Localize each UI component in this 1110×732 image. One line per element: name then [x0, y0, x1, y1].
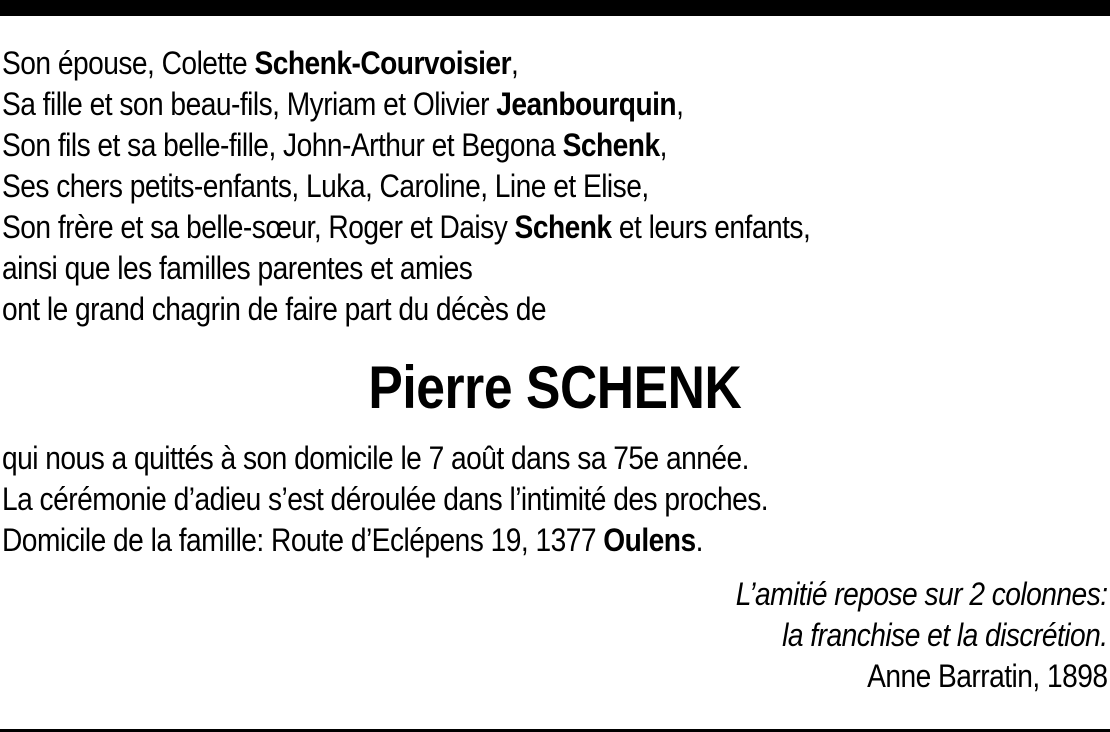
detail-line: La cérémonie d’adieu s’est déroulée dans l’intimité des proches. [2, 481, 769, 517]
deceased-name: Pierre SCHENK [368, 354, 742, 421]
quote-line-2: la franchise et la discrétion. [782, 617, 1108, 653]
top-rule [0, 0, 1110, 16]
family-line: ont le grand chagrin de faire part du décès de [2, 291, 546, 327]
detail-line: qui nous a quittés à son domicile le 7 août dans sa 75e année. [2, 440, 749, 476]
family-line: ainsi que les familles parentes et amies [2, 250, 473, 286]
family-line: Sa fille et son beau-fils, Myriam et Olivier Jeanbourquin, [2, 86, 684, 122]
detail-line: Domicile de la famille: Route d’Eclépens 19, 1377 Oulens. [2, 522, 703, 558]
quote-author: Anne Barratin, 1898 [867, 658, 1108, 694]
family-paragraph [2, 43, 810, 330]
family-line: Son frère et sa belle-sœur, Roger et Daisy Schenk et leurs enfants, [2, 209, 811, 245]
family-line: Son fils et sa belle-fille, John-Arthur et Begona Schenk, [2, 127, 667, 163]
quote-block [736, 574, 1108, 697]
family-line: Son épouse, Colette Schenk-Courvoisier, [2, 45, 519, 81]
details-paragraph [2, 438, 768, 561]
quote-line-1: L’amitié repose sur 2 colonnes: [736, 576, 1108, 612]
family-line: Ses chers petits-enfants, Luka, Caroline, Line et Elise, [2, 168, 649, 204]
